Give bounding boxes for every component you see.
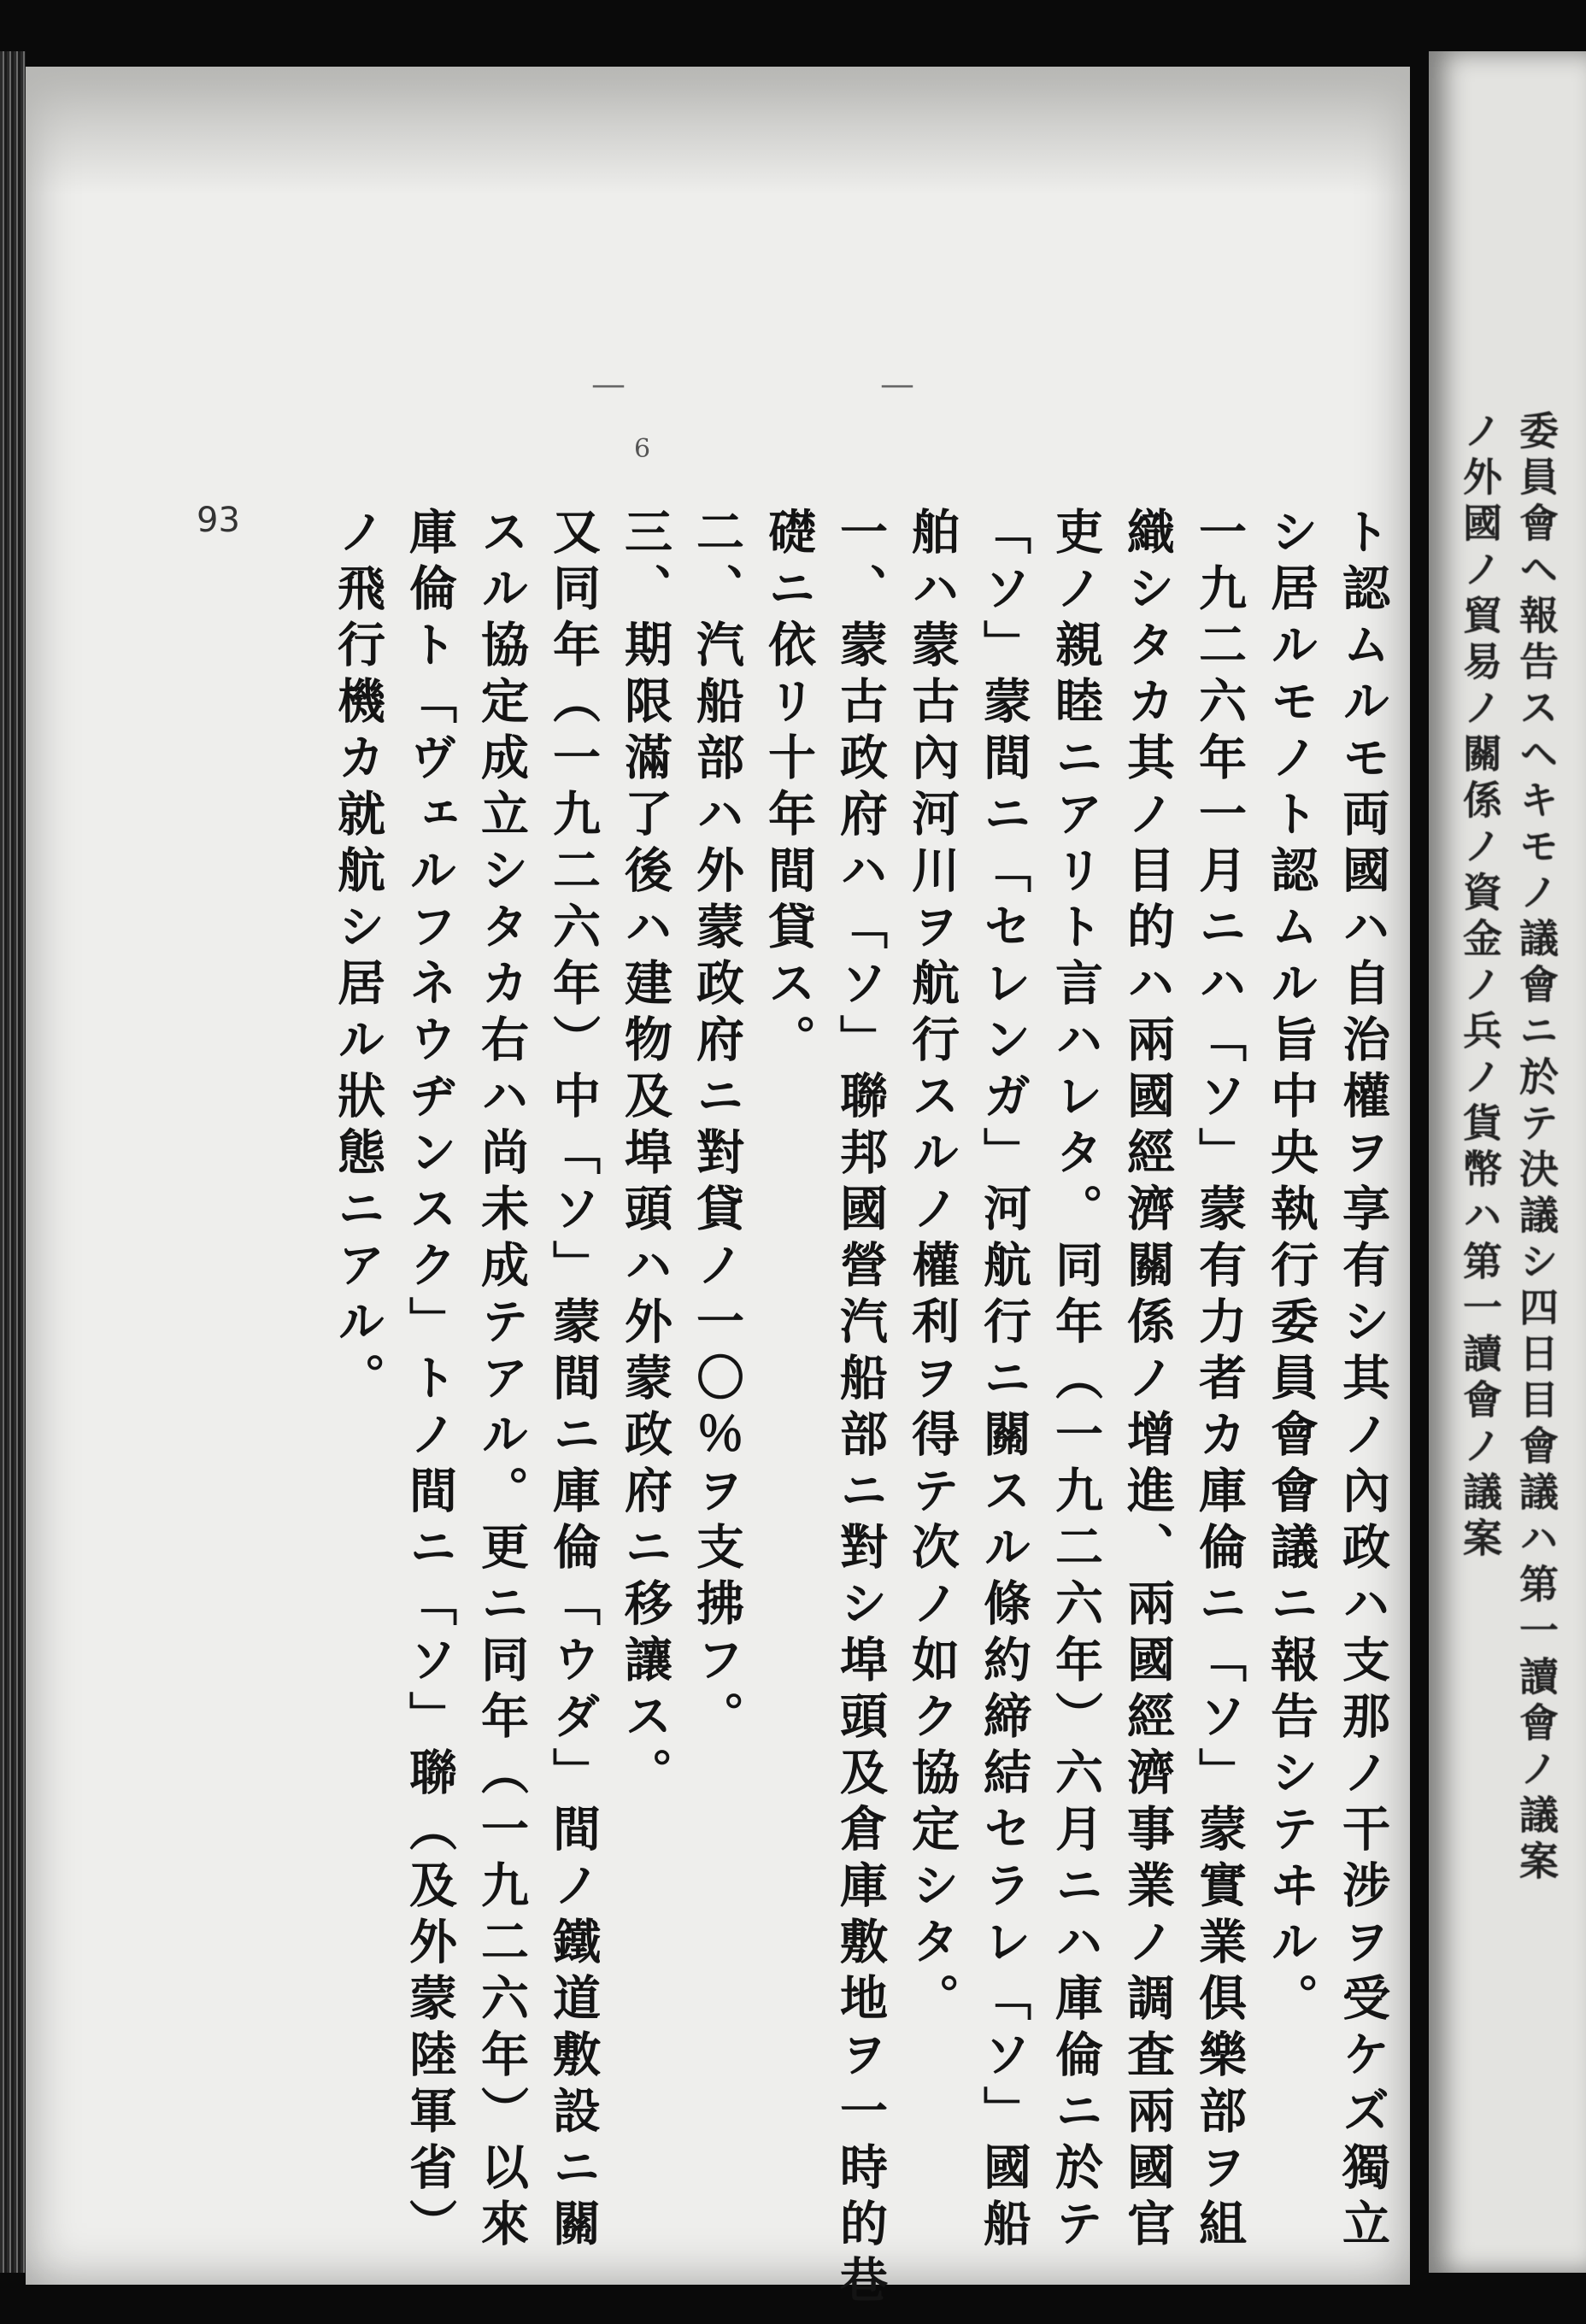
text-column-15: ノ飛行機カ就航シ居ル狀態ニアル。 [330,507,386,1409]
text-column-2: シ居ルモノト認ムル旨中央執行委員會會議ニ報告シテヰル。 [1263,507,1319,2029]
text-column-14: 庫倫ト「ヴェルフネウヂンスク」トノ間ニ「ソ」聯（及外蒙陸軍省） [402,507,458,2255]
text-column-12: 又同年（一九二六年）中「ソ」蒙間ニ庫倫「ウダ」間ノ鐵道敷設ニ關 [545,507,602,2255]
text-column-9: 礎ニ依リ十年間貸ス。 [761,507,817,1071]
text-column-5: 吏ノ親睦ニアリト言ハレタ。同年（一九二六年）六月ニハ庫倫ニ於テ [1048,507,1104,2255]
right-text-column-1: 委員會ヘ報告スヘキモノ議會ニ於テ決議シ四日目會議ハ第一讀會ノ議案 [1513,410,1560,1887]
margin-page-note: 93 [197,501,240,540]
text-column-11: 三、期限滿了後ハ建物及埠頭ハ外蒙政府ニ移讓ス。 [617,507,673,1804]
text-column-4: 織シタカ其ノ目的ハ兩國經濟關係ノ增進、兩國經濟事業ノ調査兩國官 [1119,507,1176,2255]
right-page-edge [1429,51,1586,2273]
header-dash-left: — [591,365,626,404]
text-column-13: スル協定成立シタカ右ハ尚未成テアル。更ニ同年（一九二六年）以來 [473,507,530,2255]
text-column-3: 一九二六年一月ニハ「ソ」蒙有力者カ庫倫ニ「ソ」蒙實業俱樂部ヲ組 [1191,507,1248,2255]
top-mark: 6 [634,434,651,464]
header-dash-right: — [880,365,914,404]
text-column-10: 二、汽船部ハ外蒙政府ニ對貸ノ一〇％ヲ支拂フ。 [689,507,745,1747]
book-spine [0,51,26,2273]
text-column-7: 舶ハ蒙古內河川ヲ航行スルノ權利ヲ得テ次ノ如ク協定シタ。 [904,507,960,2029]
text-column-1: ト認ムルモ両國ハ自治權ヲ享有シ其ノ內政ハ支那ノ干涉ヲ受ケズ獨立 [1335,507,1391,2255]
text-column-8: 一、蒙古政府ハ「ソ」聯邦國營汽船部ニ對シ埠頭及倉庫敷地ヲ一時的巷 [832,507,889,2311]
left-page [26,67,1410,2311]
right-text-column-2: ノ外國ノ貿易ノ關係ノ資金ノ兵ノ貨幣ハ第一讀會ノ議案 [1457,410,1503,1564]
text-column-6: 「ソ」蒙間ニ「セレンガ」河航行ニ關スル條約締結セラレ「ソ」國船 [976,507,1032,2255]
